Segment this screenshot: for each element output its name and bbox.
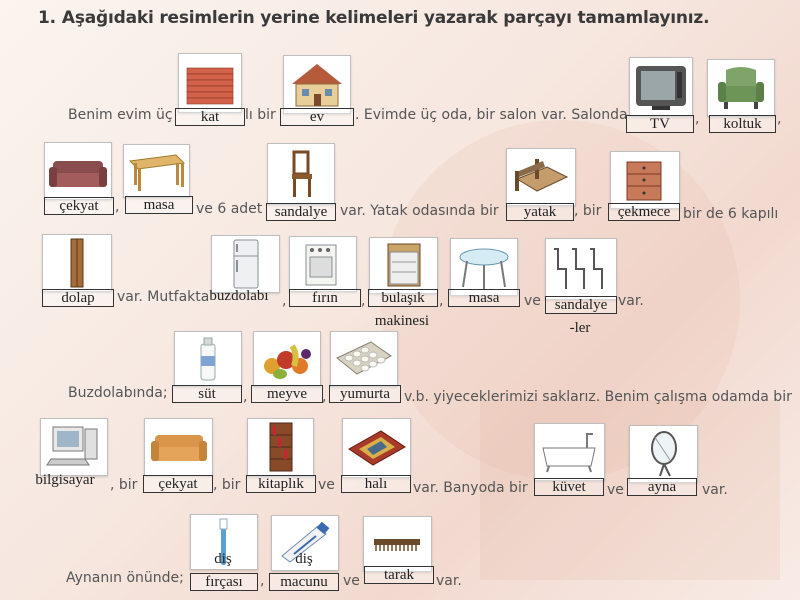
text-s3: . Evimde üç oda, bir salon var. Salonda (355, 107, 628, 123)
answer-kuvet: küvet (534, 478, 604, 496)
answer-yumurta: yumurta (329, 385, 401, 403)
wardrobe-picture (42, 234, 112, 292)
text-c2: , (777, 111, 782, 127)
text-c3: , (115, 199, 120, 215)
text-s8: var. Mutfakta (117, 289, 210, 305)
computer-picture (40, 418, 108, 476)
text-s17: ve (607, 482, 624, 498)
glass-table-picture (450, 238, 518, 296)
text-c4: , (282, 293, 287, 309)
answer-cekyat-2: çekyat (143, 475, 213, 493)
answer-dis-fircasi-line1: diş (214, 551, 232, 567)
mirror-picture (629, 425, 698, 483)
bookcase-picture (247, 418, 314, 477)
text-c1: , (695, 111, 700, 127)
answer-dolap: dolap (42, 289, 114, 307)
chairs-picture (545, 238, 617, 300)
text-s5: var. Yatak odasında bir (340, 203, 499, 219)
house-picture (283, 55, 351, 114)
text-s12: v.b. yiyeceklerimizi saklarız. Benim çalışma odamda bir (404, 389, 792, 405)
answer-bulasik-line1: bulaşık (368, 289, 438, 307)
text-s2: lı bir (245, 107, 276, 123)
answer-bulasik-line2: makinesi (374, 313, 430, 329)
text-s15: ve (318, 477, 335, 493)
text-s6: , bir (574, 203, 602, 219)
table-picture (123, 144, 190, 198)
comb-picture (363, 516, 432, 572)
text-s21: var. (436, 573, 462, 589)
fridge-picture (211, 235, 280, 293)
text-s16: var. Banyoda bir (413, 480, 528, 496)
answer-sandalyeler-line2: -ler (569, 320, 591, 336)
answer-bilgisayar: bilgisayar (35, 472, 95, 488)
text-c6: , (439, 293, 444, 309)
text-s7: bir de 6 kapılı (683, 206, 779, 222)
answer-kat: kat (175, 108, 245, 126)
oven-picture (289, 236, 357, 292)
answer-cekmece: çekmece (608, 203, 680, 221)
text-s20: ve (343, 573, 360, 589)
answer-sandalye-1: sandalye (266, 203, 336, 221)
answer-kitaplik: kitaplık (246, 475, 316, 493)
answer-cekyat-1: çekyat (44, 197, 114, 215)
answer-hali: halı (341, 475, 411, 493)
text-s4: ve 6 adet (196, 201, 263, 217)
answer-dis-fircasi-line2: fırçası (190, 573, 258, 591)
answer-dis-macunu-line2: macunu (269, 573, 339, 591)
text-s13: , bir (110, 477, 138, 493)
text-c7: , (243, 389, 248, 405)
rug-picture (342, 418, 411, 478)
answer-tarak: tarak (364, 566, 434, 584)
answer-firin: fırın (289, 289, 361, 307)
text-s14: , bir (213, 477, 241, 493)
answer-koltuk: koltuk (709, 115, 776, 133)
bed-picture (506, 148, 576, 206)
instruction-number: 1. (38, 8, 56, 28)
instruction-text: Aşağıdaki resimlerin yerine kelimeleri yazarak parçayı tamamlayınız. (61, 8, 710, 28)
answer-masa-2: masa (448, 289, 520, 307)
answer-yatak: yatak (506, 203, 574, 221)
answer-ev: ev (280, 108, 354, 126)
bricks-picture (178, 53, 242, 113)
text-s1: Benim evim üç (68, 107, 173, 123)
tv-picture (629, 57, 693, 117)
armchair-picture (707, 59, 775, 117)
answer-sut: süt (172, 385, 242, 403)
dishwasher-picture (369, 237, 438, 294)
text-s11: Buzdolabında; (68, 385, 168, 401)
text-s10: var. (618, 293, 644, 309)
answer-ayna: ayna (627, 478, 697, 496)
answer-tv: TV (626, 115, 694, 133)
bathtub-picture (534, 423, 605, 481)
dresser-picture (610, 151, 680, 209)
text-c9: , (260, 573, 265, 589)
text-s19: Aynanın önünde; (66, 570, 184, 586)
answer-meyve: meyve (251, 385, 323, 403)
text-s18: var. (702, 482, 728, 498)
text-s9: ve (524, 293, 541, 309)
chair-picture (267, 143, 335, 205)
sofa2-picture (144, 418, 213, 476)
answer-masa-1: masa (125, 196, 193, 214)
answer-buzdolabi: buzdolabı (209, 288, 269, 304)
eggs-picture (330, 331, 398, 387)
text-c8: , (322, 389, 327, 405)
answer-sandalyeler-line1: sandalye (545, 296, 617, 314)
instruction-heading (38, 8, 709, 28)
answer-dis-macunu-line1: diş (295, 551, 313, 567)
text-c5: , (361, 293, 366, 309)
fruits-picture (253, 331, 321, 387)
milk-picture (174, 331, 242, 387)
sofa-picture (44, 142, 112, 200)
